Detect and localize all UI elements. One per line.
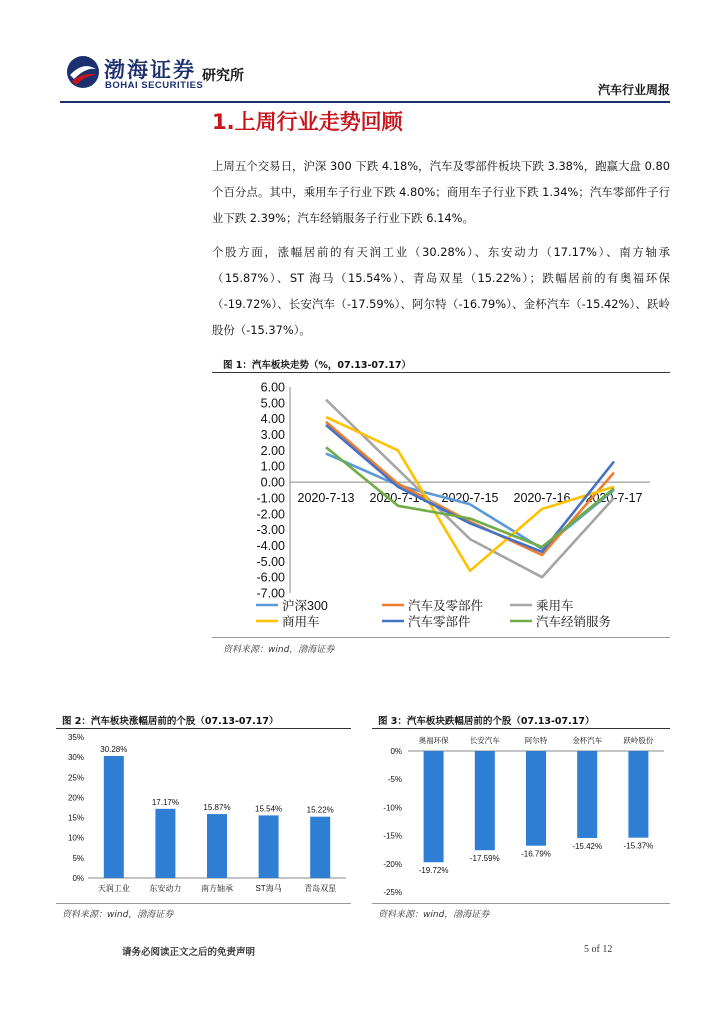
bohai-logo-icon — [66, 55, 100, 89]
page-number: 5 of 12 — [584, 944, 613, 955]
paragraph-market-review: 上周五个交易日，沪深 300 下跌 4.18%，汽车及零部件板块下跌 3.38%，跑赢大盘 0.80 个百分点。其中，乘用车子行业下跌 4.80%；商用车子行业下跌 1.34%；汽车零部件子行业下跌 2.39%；汽车经销服务子行业下跌 6.14%。 — [212, 159, 670, 225]
x-tick-label: 南方轴承 — [201, 884, 233, 893]
x-tick-label: 长安汽车 — [469, 736, 500, 745]
legend-label: 汽车及零部件 — [408, 599, 484, 613]
top-losers-bar-chart — [372, 729, 670, 901]
legend-label: 乘用车 — [536, 599, 574, 613]
bar-value-label: -16.79% — [521, 849, 551, 859]
figure2-source: 资料来源：wind，渤海证券 — [62, 910, 174, 920]
legend-label: 商用车 — [282, 615, 320, 629]
y-tick-label: -5% — [387, 775, 402, 785]
y-tick-label: -2.00 — [256, 507, 285, 522]
bar-value-label: 30.28% — [100, 745, 128, 755]
x-tick-label: 跃岭股份 — [623, 736, 654, 745]
x-tick-label: 阿尔特 — [524, 736, 548, 745]
page-header — [60, 45, 670, 103]
legend-label: 汽车经销服务 — [536, 615, 612, 629]
y-tick-label: -10% — [383, 803, 402, 813]
top-gainers-bar-chart — [56, 729, 351, 901]
bar-value-label: 15.87% — [203, 803, 231, 813]
bar-value-label: 15.22% — [306, 805, 334, 815]
y-tick-label: -5.00 — [256, 554, 285, 569]
x-tick-label: 2020-7-13 — [297, 491, 355, 506]
y-tick-label: -6.00 — [256, 570, 285, 585]
legend-label: 沪深300 — [282, 599, 328, 613]
x-tick-label: 2020-7-17 — [585, 491, 643, 506]
y-tick-label: 0% — [390, 747, 402, 756]
logo-chinese-name: 渤海证券 — [104, 57, 196, 82]
bar — [526, 751, 546, 846]
x-tick-label: 金杯汽车 — [572, 736, 603, 745]
bar — [207, 814, 227, 878]
institute-label: 研究所 — [202, 68, 244, 84]
figure1-source: 资料来源：wind，渤海证券 — [223, 645, 335, 655]
series-line — [326, 425, 614, 552]
bar — [310, 817, 330, 878]
y-tick-label: 1.00 — [260, 459, 285, 474]
bar-value-label: 17.17% — [151, 797, 179, 807]
y-tick-label: 5.00 — [260, 396, 285, 411]
x-tick-label: ST海马 — [255, 884, 282, 893]
y-tick-label: 15% — [67, 813, 84, 823]
y-tick-label: 0% — [72, 874, 84, 883]
bar-value-label: 15.54% — [255, 804, 283, 814]
bar — [259, 815, 279, 878]
legend-label: 汽车零部件 — [408, 615, 471, 629]
y-tick-label: -25% — [383, 888, 402, 897]
y-tick-label: 5% — [72, 853, 84, 863]
y-tick-label: 10% — [67, 833, 84, 843]
x-tick-label: 天润工业 — [97, 884, 130, 893]
bar — [577, 751, 597, 838]
disclaimer-note: 请务必阅读正文之后的免责声明 — [122, 947, 256, 958]
bar — [475, 751, 495, 850]
series-line — [326, 400, 614, 578]
y-tick-label: 35% — [67, 733, 84, 742]
figure1-bottom-rule — [212, 637, 670, 638]
y-tick-label: 25% — [67, 773, 84, 783]
bar — [424, 751, 444, 862]
y-tick-label: 20% — [67, 793, 84, 803]
bar — [155, 809, 175, 878]
figure3-caption: 图 3：汽车板块跌幅居前的个股（07.13-07.17） — [378, 716, 595, 727]
figure2-bottom-rule — [56, 903, 351, 904]
y-tick-label: 30% — [67, 753, 84, 763]
y-tick-label: -4.00 — [256, 538, 285, 553]
y-tick-label: -1.00 — [256, 491, 285, 506]
bar-value-label: -15.37% — [623, 841, 654, 851]
logo-english-name: BOHAI SECURITIES — [105, 80, 204, 91]
bar-value-label: -17.59% — [469, 854, 500, 864]
x-tick-label: 2020-7-15 — [441, 491, 499, 506]
y-tick-label: 6.00 — [260, 380, 285, 395]
y-tick-label: -20% — [383, 859, 402, 869]
y-tick-label: 2.00 — [260, 443, 285, 458]
x-tick-label: 东安动力 — [149, 884, 182, 893]
header-divider — [60, 101, 670, 103]
bar — [104, 756, 124, 878]
y-tick-label: 0.00 — [260, 475, 285, 490]
x-tick-label: 奥福环保 — [418, 736, 449, 745]
y-tick-label: 4.00 — [260, 412, 285, 427]
y-tick-label: -7.00 — [256, 586, 285, 601]
report-type: 汽车行业周报 — [597, 83, 670, 97]
bar-value-label: -19.72% — [418, 866, 449, 876]
x-tick-label: 青岛双星 — [304, 884, 337, 893]
bar-value-label: -15.42% — [572, 841, 603, 851]
y-tick-label: -15% — [383, 831, 402, 841]
figure1-caption: 图 1：汽车板块走势（%，07.13-07.17） — [223, 360, 411, 371]
y-tick-label: 3.00 — [260, 428, 285, 443]
figure3-bottom-rule — [372, 903, 670, 904]
paragraph-stock-review: 个股方面，涨幅居前的有天润工业（30.28%）、东安动力（17.17%）、南方轴承（15.87%）、ST 海马（15.54%）、青岛双星（15.22%）；跌幅居前的有奥福环保（-19.72%）、长安汽车（-17.59%）、阿尔特（-16.79%）、金杯汽车（-15.42%）、跃岭股份（-15.37%）。 — [212, 245, 670, 337]
figure3-source: 资料来源：wind，渤海证券 — [378, 910, 490, 920]
x-tick-label: 2020-7-14 — [369, 491, 427, 506]
bar — [628, 751, 648, 838]
section-title: 1.上周行业走势回顾 — [212, 110, 403, 134]
x-tick-label: 2020-7-16 — [513, 491, 571, 506]
y-tick-label: -3.00 — [256, 523, 285, 538]
sector-trend-line-chart — [212, 373, 670, 635]
figure2-caption: 图 2：汽车板块涨幅居前的个股（07.13-07.17） — [62, 716, 279, 727]
